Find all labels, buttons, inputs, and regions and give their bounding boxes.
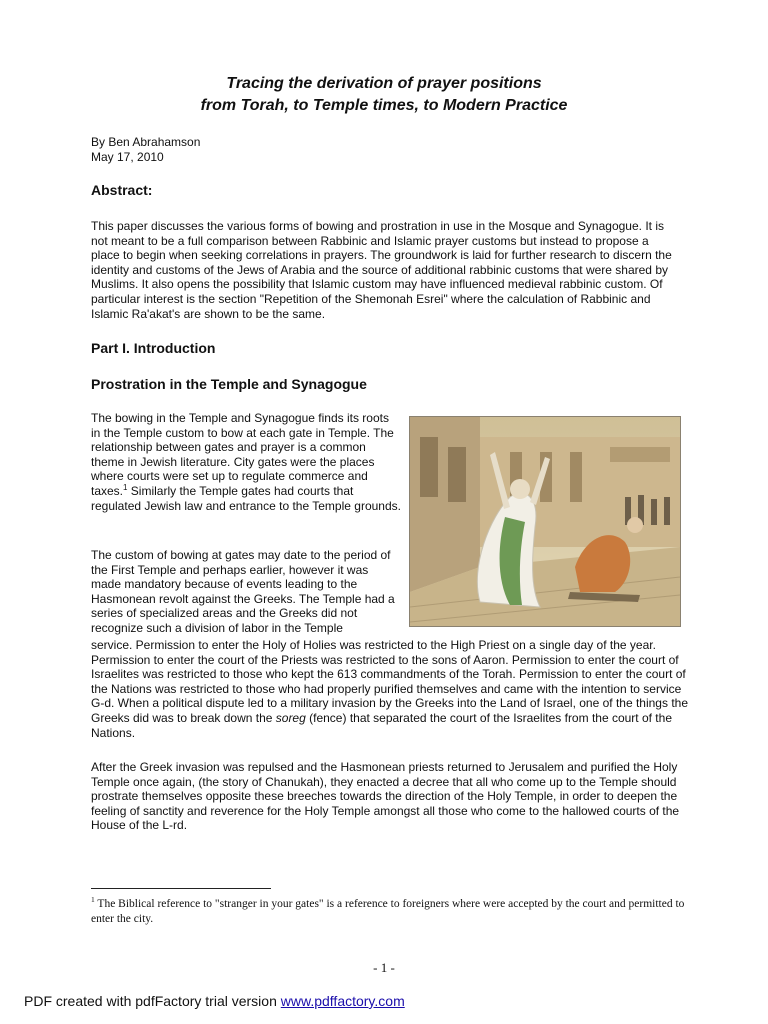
pdf-footer bbox=[24, 993, 405, 1009]
author: By Ben Abrahamson bbox=[91, 135, 201, 149]
document-title-line1: Tracing the derivation of prayer positions bbox=[226, 75, 542, 92]
paragraph-2-wide bbox=[91, 638, 691, 740]
wall-window bbox=[448, 447, 466, 502]
date: May 17, 2010 bbox=[91, 150, 164, 164]
column bbox=[570, 452, 582, 502]
footnote-number: 1 bbox=[91, 895, 95, 905]
abstract-heading: Abstract: bbox=[91, 182, 153, 198]
paragraph-2-text-a: service. Permission to enter the Holy of Holies was restricted to the High Priest on a single day of the year. Permission to enter the court of the Priests was restricted to the sons of Aaron. Permission to enter the court of Israelites was restricted to those who kept the 613 commandments of the Torah. Permission to enter the court of the Nations was restricted to those who had properly purified themselves and came with the intention to service G-d. When a political dispute led to a military invasion by the Greeks into the Land of Israel, one of the things the Greeks did was to break down the bbox=[91, 638, 688, 725]
document-title-line2: from Torah, to Temple times, to Modern Practice bbox=[200, 97, 568, 114]
paragraph-1-text-b: Similarly the Temple gates had courts that regulated Jewish law and entrance to the Temple grounds. bbox=[91, 483, 401, 513]
paragraph-2-text-b: (fence) that separated the court of the Israelites from the court of the Nations. bbox=[91, 710, 672, 740]
paragraph-2-narrow: The custom of bowing at gates may date to the period of the First Temple and perhaps earlier, however it was made mandatory because of events leading to the Hasmonean revolt against the Greeks. The Temple had a series of specialized areas and the Greeks did not recognize such a division of labor in the Temple bbox=[91, 548, 395, 635]
part-heading: Part I. Introduction bbox=[91, 340, 216, 356]
painting-svg bbox=[410, 417, 680, 626]
footnote bbox=[91, 897, 691, 927]
pdffactory-link[interactable]: www.pdffactory.com bbox=[280, 993, 405, 1009]
cornice bbox=[610, 447, 670, 462]
soreg-term: soreg bbox=[275, 710, 306, 725]
abstract-text: This paper discusses the various forms of bowing and prostration in use in the Mosque and Synagogue. It is not meant to be a full comparison between Rabbinic and Islamic prayer customs but instead to propose a place to begin when seeking correlations in prayers. The groundwork is laid for further research to discern the identity and customs of the Jews of Arabia and the source of additional rabbinic customs that were shared by Muslims. It also opens the possibility that Islamic custom may have influenced medieval rabbinic custom. Of particular interest is the section "Repetition of the Shemonah Esrei" where the calculation of Rabbinic and Islamic Ra'akat's are shown to be the same. bbox=[91, 219, 672, 321]
wall-window bbox=[420, 437, 438, 497]
temple-prostration-painting bbox=[409, 416, 681, 627]
paragraph-1 bbox=[91, 411, 401, 513]
paragraph-1-text-a: The bowing in the Temple and Synagogue finds its roots in the Temple custom to bow at each gate in Temple. The relationship between gates and prayer is a common theme in Jewish literature. City gates were the places where courts were set up to regulate commerce and taxes. bbox=[91, 411, 394, 498]
pdf-footer-text: PDF created with pdfFactory trial version bbox=[24, 993, 281, 1009]
footnote-reference[interactable]: 1 bbox=[123, 482, 128, 492]
page-number: - 1 - bbox=[373, 960, 395, 975]
footnote-divider bbox=[91, 888, 271, 889]
footnote-text: The Biblical reference to "stranger in your gates" is a reference to foreigners where were accepted by the court and permitted to enter the city. bbox=[91, 898, 685, 925]
section-heading: Prostration in the Temple and Synagogue bbox=[91, 376, 367, 392]
paragraph-3: After the Greek invasion was repulsed and the Hasmonean priests returned to Jerusalem and purified the Holy Temple once again, (the story of Chanukah), they enacted a decree that all who come up to the Temple should prostrate themselves opposite these breeches towards the direction of the Holy Temple, in order to deepen the feeling of sanctity and reverence for the Holy Temple amongst all those who come to the hallowed courts of the House of the L-rd. bbox=[91, 760, 680, 833]
